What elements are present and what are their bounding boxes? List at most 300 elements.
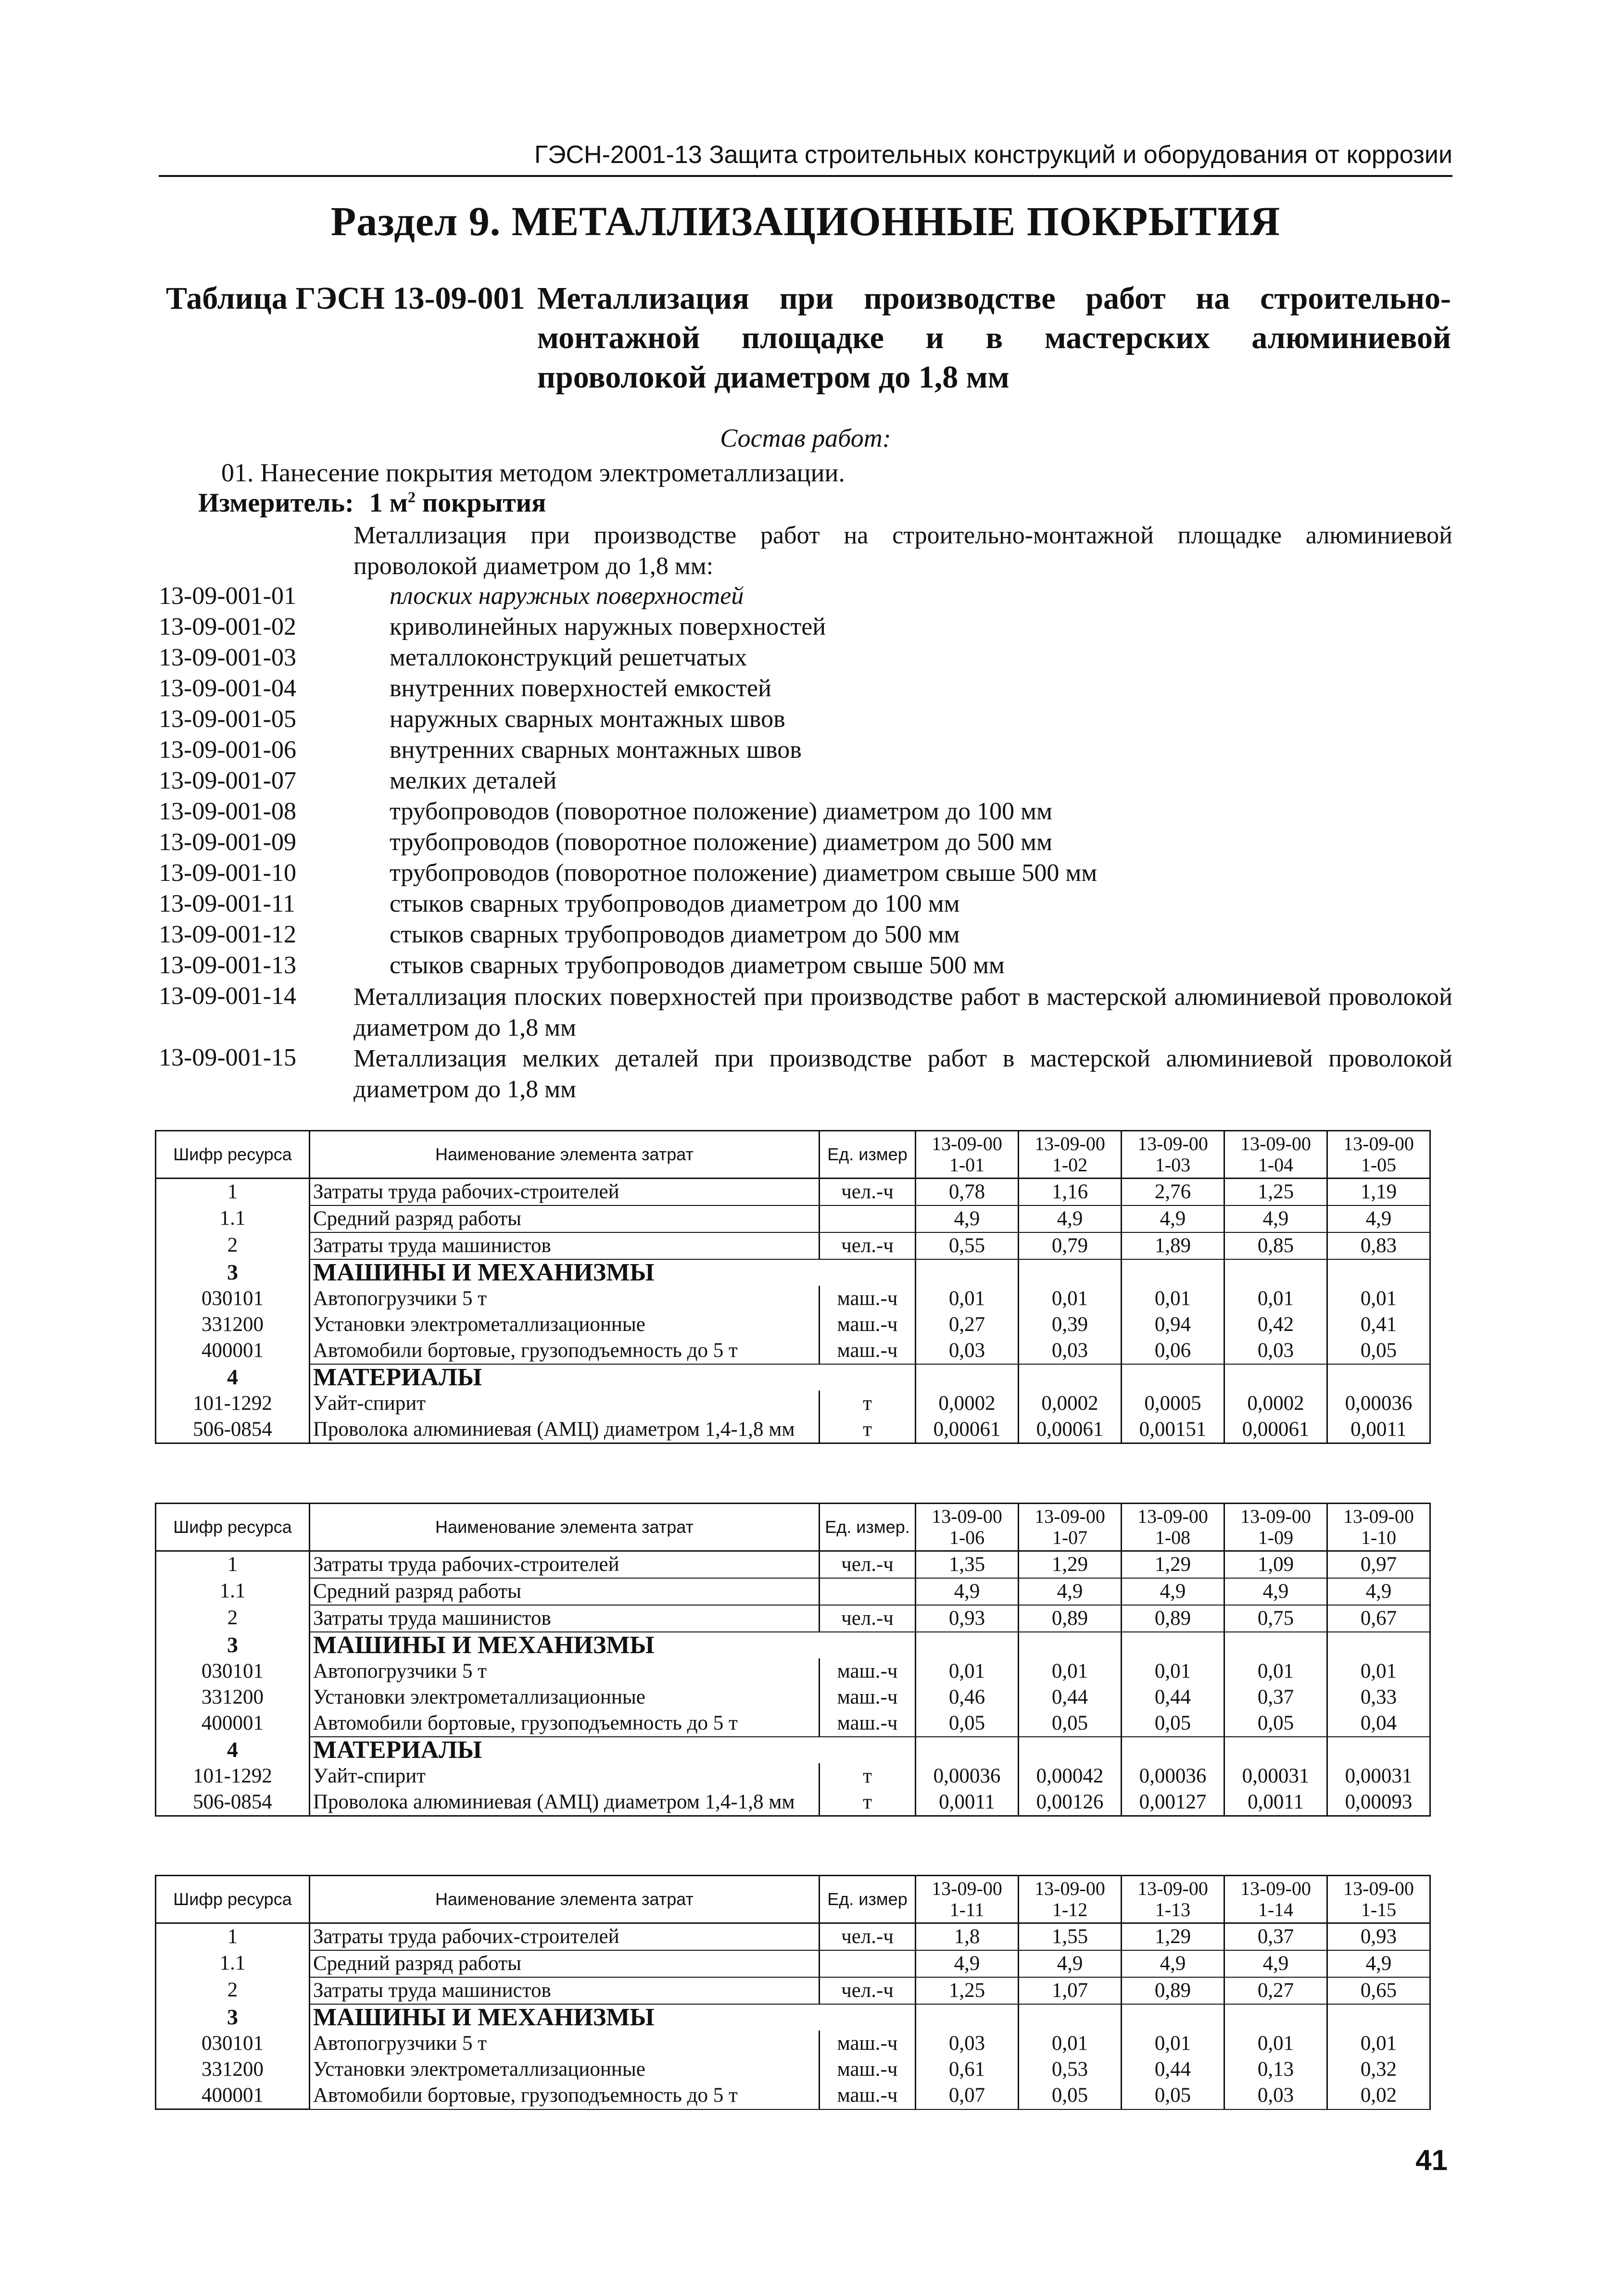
cell-group-title: МАШИНЫ И МЕХАНИЗМЫ [310, 2004, 820, 2031]
cell-value: 0,0002 [1224, 1391, 1327, 1417]
cell-resource-code: 331200 [156, 1684, 310, 1710]
table-row [156, 2057, 1430, 2083]
cell-empty [1019, 1364, 1122, 1391]
code-row [159, 920, 1452, 951]
cell-value: 0,79 [1019, 1232, 1122, 1259]
table-row [156, 1179, 1430, 1206]
code-row [159, 982, 1452, 1041]
cell-empty [1327, 1632, 1430, 1658]
code-id: 13-09-001-12 [159, 921, 296, 948]
cell-value: 1,29 [1122, 1923, 1224, 1951]
code-id: 13-09-001-07 [159, 767, 296, 794]
cell-resource-code: 1.1 [156, 1205, 310, 1232]
cell-unit: чел.-ч [820, 1179, 916, 1206]
cell-value: 0,01 [1019, 1286, 1122, 1312]
cell-unit: чел.-ч [820, 1923, 916, 1951]
cell-empty [820, 1259, 916, 1286]
cell-empty [1122, 2004, 1224, 2031]
header-resource-code: Шифр ресурса [156, 1131, 310, 1179]
cell-value: 0,00061 [1019, 1417, 1122, 1443]
cell-value: 0,37 [1224, 1684, 1327, 1710]
table-row [156, 2031, 1430, 2057]
cell-value: 0,67 [1327, 1605, 1430, 1632]
cell-value: 0,00036 [916, 1763, 1019, 1789]
cell-value: 0,0005 [1122, 1391, 1224, 1417]
cell-value: 0,53 [1019, 2057, 1122, 2083]
table-header-row [156, 1131, 1430, 1179]
cell-empty [820, 1364, 916, 1391]
composition-item: 01. Нанесение покрытия методом электрометаллизации. [221, 458, 845, 487]
cell-value: 0,04 [1327, 1710, 1430, 1737]
cell-value: 0,00151 [1122, 1417, 1224, 1443]
cell-resource-code: 400001 [156, 1710, 310, 1737]
cell-value: 0,00036 [1327, 1391, 1430, 1417]
cell-value: 4,9 [1122, 1578, 1224, 1605]
cell-group-title: МАШИНЫ И МЕХАНИЗМЫ [310, 1259, 820, 1286]
cell-value: 1,29 [1122, 1551, 1224, 1579]
cell-value: 0,01 [1224, 1658, 1327, 1684]
cell-resource-code: 1 [156, 1179, 310, 1206]
code-description: Металлизация плоских поверхностей при производстве работ в мастерской алюминиевой проволокой диаметром до 1,8 мм [353, 983, 1452, 1041]
table-row [156, 1578, 1430, 1605]
cell-group-title: МАТЕРИАЛЫ [310, 1364, 820, 1391]
cell-value: 0,44 [1122, 1684, 1224, 1710]
cell-value: 0,44 [1019, 1684, 1122, 1710]
cell-value: 0,05 [916, 1710, 1019, 1737]
cell-value: 0,46 [916, 1684, 1019, 1710]
header-resource-code: Шифр ресурса [156, 1504, 310, 1551]
cell-resource-code: 4 [156, 1364, 310, 1391]
table-title-text: Металлизация при производстве работ на строительно-монтажной площадке и в мастерских алюминиевой проволокой диаметром до 1,8 мм [537, 281, 1451, 395]
cell-cost-element: Автопогрузчики 5 т [310, 1286, 820, 1312]
cell-cost-element: Установки электрометаллизационные [310, 2057, 820, 2083]
code-id: 13-09-001-02 [159, 613, 296, 640]
cell-value: 4,9 [1122, 1205, 1224, 1232]
cell-resource-code: 101-1292 [156, 1391, 310, 1417]
cell-value: 0,13 [1224, 2057, 1327, 2083]
code-id: 13-09-001-09 [159, 828, 296, 856]
cell-empty [1327, 1364, 1430, 1391]
cell-value: 4,9 [1224, 1205, 1327, 1232]
header-norm-code: 13-09-001-14 [1224, 1876, 1327, 1923]
cell-resource-code: 2 [156, 1977, 310, 2004]
cell-value: 0,05 [1327, 1338, 1430, 1364]
cell-resource-code: 400001 [156, 2083, 310, 2109]
cell-cost-element: Автопогрузчики 5 т [310, 2031, 820, 2057]
cell-unit: маш.-ч [820, 2031, 916, 2057]
cell-empty [1019, 1259, 1122, 1286]
cell-value: 0,37 [1224, 1923, 1327, 1951]
cell-cost-element: Средний разряд работы [310, 1950, 820, 1977]
table-group-row [156, 2004, 1430, 2031]
code-description: криволинейных наружных поверхностей [390, 613, 826, 640]
code-id: 13-09-001-03 [159, 644, 296, 671]
cell-resource-code: 331200 [156, 1312, 310, 1338]
header-cost-element: Наименование элемента затрат [310, 1504, 820, 1551]
code-id: 13-09-001-04 [159, 675, 296, 702]
code-id: 13-09-001-06 [159, 736, 296, 764]
cell-value: 1,19 [1327, 1179, 1430, 1206]
cell-value: 0,01 [1122, 1286, 1224, 1312]
cell-group-title: МАШИНЫ И МЕХАНИЗМЫ [310, 1632, 820, 1658]
cell-empty [1122, 1259, 1224, 1286]
cell-cost-element: Средний разряд работы [310, 1578, 820, 1605]
codes-intro: Металлизация при производстве работ на строительно-монтажной площадке алюминиевой проволокой диаметром до 1,8 мм: [353, 522, 1452, 580]
cell-value: 1,25 [1224, 1179, 1327, 1206]
code-row [159, 674, 1452, 705]
cell-value: 4,9 [916, 1950, 1019, 1977]
cell-value: 0,01 [1327, 1658, 1430, 1684]
cell-empty [916, 1364, 1019, 1391]
table-row [156, 1312, 1430, 1338]
cell-value: 0,05 [1019, 2083, 1122, 2109]
cell-unit: маш.-ч [820, 2057, 916, 2083]
cell-resource-code: 1.1 [156, 1950, 310, 1977]
code-row [159, 859, 1452, 890]
cell-value: 0,03 [1224, 1338, 1327, 1364]
table-row [156, 1391, 1430, 1417]
cell-value: 0,00127 [1122, 1789, 1224, 1816]
cell-unit: маш.-ч [820, 1338, 916, 1364]
code-id: 13-09-001-13 [159, 952, 296, 979]
cell-value: 4,9 [1019, 1205, 1122, 1232]
cell-value: 0,94 [1122, 1312, 1224, 1338]
cell-cost-element: Уайт-спирит [310, 1391, 820, 1417]
cell-resource-code: 101-1292 [156, 1763, 310, 1789]
cell-value: 0,75 [1224, 1605, 1327, 1632]
cell-cost-element: Уайт-спирит [310, 1763, 820, 1789]
code-description: мелких деталей [390, 767, 557, 794]
cell-unit: т [820, 1763, 916, 1789]
resource-table-3 [155, 1875, 1431, 2110]
composition-title: Состав работ: [720, 424, 891, 452]
code-row [159, 643, 1452, 674]
cell-value: 1,89 [1122, 1232, 1224, 1259]
cell-value: 0,00031 [1327, 1763, 1430, 1789]
cell-cost-element: Средний разряд работы [310, 1205, 820, 1232]
resource-table-1 [155, 1130, 1431, 1444]
table-row [156, 1763, 1430, 1789]
table-row [156, 1923, 1430, 1951]
cell-value: 1,25 [916, 1977, 1019, 2004]
header-norm-code: 13-09-001-09 [1224, 1504, 1327, 1551]
code-row [159, 766, 1452, 797]
cell-value: 0,01 [1019, 2031, 1122, 2057]
header-norm-code: 13-09-001-03 [1122, 1131, 1224, 1179]
cell-value: 0,03 [916, 2031, 1019, 2057]
cell-cost-element: Автомобили бортовые, грузоподъемность до 5 т [310, 2083, 820, 2109]
cell-unit [820, 1950, 916, 1977]
header-norm-code: 13-09-001-07 [1019, 1504, 1122, 1551]
cell-value: 0,00061 [1224, 1417, 1327, 1443]
cell-value: 0,03 [1019, 1338, 1122, 1364]
code-description: Металлизация мелких деталей при производстве работ в мастерской алюминиевой проволокой диаметром до 1,8 мм [353, 1045, 1452, 1103]
code-id: 13-09-001-14 [159, 982, 296, 1010]
cell-value: 0,01 [1327, 1286, 1430, 1312]
cell-empty [1122, 1737, 1224, 1763]
cell-empty [820, 2004, 916, 2031]
cell-empty [1327, 1259, 1430, 1286]
header-norm-code: 13-09-001-10 [1327, 1504, 1430, 1551]
cell-empty [1327, 2004, 1430, 2031]
code-row [159, 828, 1452, 859]
table-row [156, 1551, 1430, 1579]
code-id: 13-09-001-15 [159, 1044, 296, 1071]
header-norm-code: 13-09-001-01 [916, 1131, 1019, 1179]
cell-empty [1224, 1632, 1327, 1658]
cell-cost-element: Затраты труда машинистов [310, 1605, 820, 1632]
header-cost-element: Наименование элемента затрат [310, 1131, 820, 1179]
page-number: 41 [1415, 2144, 1448, 2176]
table-row [156, 1205, 1430, 1232]
header-unit: Ед. измер [820, 1131, 916, 1179]
cell-value: 4,9 [916, 1578, 1019, 1605]
cell-value: 0,0002 [1019, 1391, 1122, 1417]
cell-value: 4,9 [916, 1205, 1019, 1232]
cell-value: 1,07 [1019, 1977, 1122, 2004]
table-header-row [156, 1876, 1430, 1923]
cell-value: 4,9 [1327, 1205, 1430, 1232]
cell-empty [1019, 1632, 1122, 1658]
cell-value: 0,33 [1327, 1684, 1430, 1710]
cell-value: 0,55 [916, 1232, 1019, 1259]
cell-empty [916, 1259, 1019, 1286]
cell-value: 1,29 [1019, 1551, 1122, 1579]
code-description: плоских наружных поверхностей [390, 582, 744, 610]
cell-value: 0,27 [1224, 1977, 1327, 2004]
cell-value: 0,93 [916, 1605, 1019, 1632]
cell-resource-code: 331200 [156, 2057, 310, 2083]
resource-table-2 [155, 1503, 1431, 1817]
table-row [156, 1684, 1430, 1710]
table-row [156, 1232, 1430, 1259]
cell-value: 0,01 [1122, 2031, 1224, 2057]
header-norm-code: 13-09-001-13 [1122, 1876, 1224, 1923]
cell-unit: чел.-ч [820, 1551, 916, 1579]
cell-group-title: МАТЕРИАЛЫ [310, 1737, 820, 1763]
cell-value: 0,42 [1224, 1312, 1327, 1338]
cell-value: 4,9 [1224, 1950, 1327, 1977]
code-description: стыков сварных трубопроводов диаметром до 500 мм [390, 921, 960, 948]
cell-resource-code: 4 [156, 1737, 310, 1763]
cell-unit: маш.-ч [820, 2083, 916, 2109]
cell-value: 0,41 [1327, 1312, 1430, 1338]
cell-value: 1,8 [916, 1923, 1019, 1951]
cell-value: 0,27 [916, 1312, 1019, 1338]
table-row [156, 1286, 1430, 1312]
cell-value: 0,65 [1327, 1977, 1430, 2004]
cell-value: 4,9 [1327, 1950, 1430, 1977]
cell-value: 0,00042 [1019, 1763, 1122, 1789]
cell-value: 0,03 [1224, 2083, 1327, 2109]
cell-empty [1224, 1737, 1327, 1763]
cell-unit: т [820, 1391, 916, 1417]
cell-unit: маш.-ч [820, 1710, 916, 1737]
cell-resource-code: 2 [156, 1232, 310, 1259]
cell-unit: маш.-ч [820, 1286, 916, 1312]
cell-value: 0,0011 [916, 1789, 1019, 1816]
cell-unit: чел.-ч [820, 1977, 916, 2004]
cell-value: 0,0011 [1327, 1417, 1430, 1443]
cell-value: 0,01 [916, 1658, 1019, 1684]
cell-value: 4,9 [1019, 1950, 1122, 1977]
cell-empty [1224, 1259, 1327, 1286]
cell-value: 0,97 [1327, 1551, 1430, 1579]
cell-value: 4,9 [1224, 1578, 1327, 1605]
cell-value: 0,01 [1224, 2031, 1327, 2057]
cell-empty [1122, 1364, 1224, 1391]
cell-value: 0,32 [1327, 2057, 1430, 2083]
cell-value: 0,01 [1019, 1658, 1122, 1684]
cell-cost-element: Проволока алюминиевая (АМЦ) диаметром 1,4-1,8 мм [310, 1789, 820, 1816]
table-group-row [156, 1364, 1430, 1391]
cell-empty [1122, 1632, 1224, 1658]
cell-unit: чел.-ч [820, 1605, 916, 1632]
header-norm-code: 13-09-001-12 [1019, 1876, 1122, 1923]
table-group-row [156, 1632, 1430, 1658]
table-row [156, 1950, 1430, 1977]
cell-value: 0,89 [1019, 1605, 1122, 1632]
cell-cost-element: Проволока алюминиевая (АМЦ) диаметром 1,4-1,8 мм [310, 1417, 820, 1443]
cell-value: 2,76 [1122, 1179, 1224, 1206]
code-id: 13-09-001-10 [159, 859, 296, 887]
cell-cost-element: Автомобили бортовые, грузоподъемность до 5 т [310, 1338, 820, 1364]
code-row [159, 705, 1452, 736]
table-row [156, 1710, 1430, 1737]
cell-value: 0,93 [1327, 1923, 1430, 1951]
header-norm-code: 13-09-001-08 [1122, 1504, 1224, 1551]
code-description: трубопроводов (поворотное положение) диаметром до 100 мм [390, 798, 1052, 825]
cell-resource-code: 030101 [156, 1286, 310, 1312]
section-title: Раздел 9. МЕТАЛЛИЗАЦИОННЫЕ ПОКРЫТИЯ [330, 198, 1281, 244]
cell-value: 0,05 [1224, 1710, 1327, 1737]
running-header: ГЭСН-2001-13 Защита строительных конструкций и оборудования от коррозии [534, 141, 1452, 169]
cell-value: 0,39 [1019, 1312, 1122, 1338]
cell-empty [916, 1632, 1019, 1658]
table-row [156, 1789, 1430, 1816]
cell-resource-code: 3 [156, 1259, 310, 1286]
cell-resource-code: 3 [156, 2004, 310, 2031]
code-row [159, 951, 1452, 982]
code-description: трубопроводов (поворотное положение) диаметром свыше 500 мм [390, 859, 1098, 887]
cell-empty [820, 1737, 916, 1763]
header-unit: Ед. измер [820, 1876, 916, 1923]
code-description: наружных сварных монтажных швов [390, 705, 785, 733]
cell-value: 1,16 [1019, 1179, 1122, 1206]
table-header-row [156, 1504, 1430, 1551]
table-row [156, 1658, 1430, 1684]
cell-resource-code: 1 [156, 1923, 310, 1951]
cell-resource-code: 2 [156, 1605, 310, 1632]
cell-resource-code: 030101 [156, 1658, 310, 1684]
header-unit: Ед. измер. [820, 1504, 916, 1551]
cell-value: 0,01 [1327, 2031, 1430, 2057]
header-norm-code: 13-09-001-04 [1224, 1131, 1327, 1179]
cell-value: 0,01 [916, 1286, 1019, 1312]
code-id: 13-09-001-01 [159, 582, 296, 610]
meter-suffix: покрытия [415, 488, 546, 518]
code-id: 13-09-001-05 [159, 705, 296, 733]
header-resource-code: Шифр ресурса [156, 1876, 310, 1923]
code-description: трубопроводов (поворотное положение) диаметром до 500 мм [390, 828, 1052, 856]
code-description: металлоконструкций решетчатых [390, 644, 747, 671]
header-cost-element: Наименование элемента затрат [310, 1876, 820, 1923]
cell-empty [1224, 2004, 1327, 2031]
cell-cost-element: Автопогрузчики 5 т [310, 1658, 820, 1684]
cell-resource-code: 1 [156, 1551, 310, 1579]
table-row [156, 1977, 1430, 2004]
cell-value: 0,07 [916, 2083, 1019, 2109]
cell-value: 0,85 [1224, 1232, 1327, 1259]
cell-value: 0,61 [916, 2057, 1019, 2083]
cell-cost-element: Затраты труда машинистов [310, 1977, 820, 2004]
cell-unit: чел.-ч [820, 1232, 916, 1259]
table-row [156, 1605, 1430, 1632]
cell-value: 0,44 [1122, 2057, 1224, 2083]
cell-cost-element: Установки электрометаллизационные [310, 1312, 820, 1338]
cell-value: 1,09 [1224, 1551, 1327, 1579]
code-id: 13-09-001-11 [159, 890, 296, 917]
code-row [159, 1043, 1452, 1103]
cell-value: 0,01 [1122, 1658, 1224, 1684]
cell-value: 4,9 [1019, 1578, 1122, 1605]
cell-value: 4,9 [1122, 1950, 1224, 1977]
code-description: стыков сварных трубопроводов диаметром до 100 мм [390, 890, 960, 917]
cell-cost-element: Затраты труда рабочих-строителей [310, 1551, 820, 1579]
cell-value: 0,00036 [1122, 1763, 1224, 1789]
cell-cost-element: Затраты труда рабочих-строителей [310, 1179, 820, 1206]
cell-value: 0,00031 [1224, 1763, 1327, 1789]
meter [198, 488, 546, 518]
cell-value: 0,89 [1122, 1605, 1224, 1632]
header-rule [159, 175, 1452, 177]
cell-value: 0,89 [1122, 1977, 1224, 2004]
cell-value: 0,03 [916, 1338, 1019, 1364]
cell-value: 0,78 [916, 1179, 1019, 1206]
cell-value: 0,00061 [916, 1417, 1019, 1443]
code-row [159, 797, 1452, 828]
cell-unit: т [820, 1417, 916, 1443]
cell-value: 0,00126 [1019, 1789, 1122, 1816]
code-description: стыков сварных трубопроводов диаметром свыше 500 мм [390, 952, 1005, 979]
cell-unit: маш.-ч [820, 1684, 916, 1710]
cell-value: 1,35 [916, 1551, 1019, 1579]
header-norm-code: 13-09-001-11 [916, 1876, 1019, 1923]
cell-empty [1019, 1737, 1122, 1763]
cell-resource-code: 1.1 [156, 1578, 310, 1605]
table-row [156, 1338, 1430, 1364]
code-row [159, 613, 1452, 643]
cell-value: 0,05 [1122, 2083, 1224, 2109]
code-id: 13-09-001-08 [159, 798, 296, 825]
table-row [156, 1417, 1430, 1443]
cell-resource-code: 400001 [156, 1338, 310, 1364]
header-norm-code: 13-09-001-06 [916, 1504, 1019, 1551]
cell-value: 0,01 [1224, 1286, 1327, 1312]
cell-value: 0,05 [1019, 1710, 1122, 1737]
cell-value: 4,9 [1327, 1578, 1430, 1605]
cell-unit [820, 1205, 916, 1232]
cell-empty [820, 1632, 916, 1658]
table-row [156, 2083, 1430, 2109]
cell-value: 0,00093 [1327, 1789, 1430, 1816]
meter-label: Измеритель: [198, 488, 354, 518]
cell-resource-code: 506-0854 [156, 1789, 310, 1816]
code-row [159, 890, 1452, 920]
cell-resource-code: 3 [156, 1632, 310, 1658]
cell-resource-code: 506-0854 [156, 1417, 310, 1443]
cell-value: 0,06 [1122, 1338, 1224, 1364]
